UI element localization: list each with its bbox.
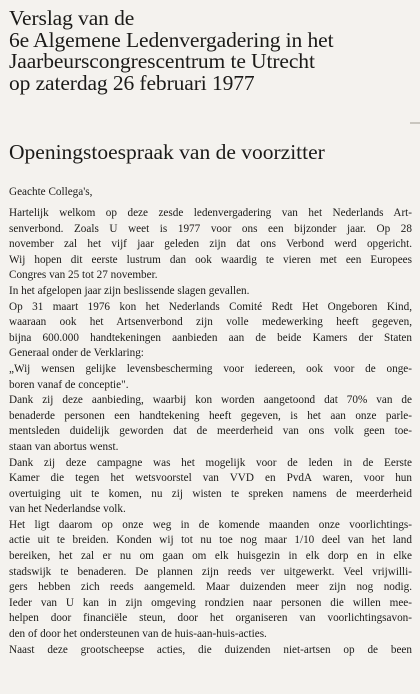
body-text-line: overtuiging uit te komen, nu zij wisten te spreken namens de meerderheid bbox=[9, 487, 412, 500]
body-text-line: Het ligt daarom op onze weg in de komende maanden onze voorlichtings- bbox=[9, 518, 412, 531]
body-text-line: bereiken, het zal er nu om gaan om elk huisgezin in elk dorp en in elke bbox=[9, 550, 412, 563]
body-text-line: november zal het vijf jaar geleden zijn dat ons Verbond werd opgericht. bbox=[9, 238, 412, 251]
body-text-line: Generaal onder de Verklaring: bbox=[9, 347, 144, 360]
body-text-line: Dank zij deze campagne was het mogelijk voor de leden in de Eerste bbox=[9, 456, 412, 469]
section-heading: Openingstoespraak van de voorzitter bbox=[9, 140, 325, 164]
salutation: Geachte Collega's, bbox=[9, 186, 93, 198]
body-text-line: actie uit te breiden. Konden wij tot nu toe nog maar 1/10 deel van het land bbox=[9, 534, 412, 547]
body-text-line: Ieder van U kan in zijn omgeving rondzien naar personen die willen mee- bbox=[9, 596, 412, 609]
body-text-line: waaraan ook het Artsenverbond zijn volle medewerking heeft gegeven, bbox=[9, 316, 412, 329]
body-text-line: benaderde personen een handtekening heeft gegeven, is het aan onze parle- bbox=[9, 409, 412, 422]
body-text-line: Op 31 maart 1976 kon het Nederlands Comité Redt Het Ongeboren Kind, bbox=[9, 300, 412, 313]
body-text-line: mentsleden duidelijk geworden dat de meerderheid van ons volk geen toe- bbox=[9, 425, 412, 438]
body-text-line: In het afgelopen jaar zijn beslissende slagen gevallen. bbox=[9, 284, 250, 297]
body-text-line: Hartelijk welkom op deze zesde ledenvergadering van het Nederlands Art- bbox=[9, 207, 412, 219]
body-text-line: gers hebben zich reeds aangemeld. Maar duizenden meer zijn nog nodig. bbox=[9, 581, 412, 594]
speech-body bbox=[9, 206, 412, 658]
body-text-line: „Wij wensen gelijke levensbescherming voor iedereen, ook voor de onge- bbox=[9, 362, 412, 375]
scan-margin-mark bbox=[410, 122, 420, 124]
report-title bbox=[9, 8, 412, 94]
body-text-line: Dank zij deze aanbieding, waarbij kon worden aangetoond dat 70% van de bbox=[9, 394, 412, 407]
body-text-line: staan van abortus wenst. bbox=[9, 440, 119, 453]
body-text-line: boren vanaf de conceptie". bbox=[9, 378, 129, 391]
body-text-line: van het Nederlandse volk. bbox=[9, 503, 126, 516]
body-text-line: helpen door financiële steun, door het organiseren van voorlichtingsavon- bbox=[9, 612, 412, 625]
body-text-line: Wij hopen dit eerste lustrum dan ook waardig te vieren met een Europees bbox=[9, 253, 412, 266]
body-text-line: senverbond. Zoals U weet is 1977 voor ons een bijzonder jaar. Op 28 bbox=[9, 222, 412, 235]
body-text-line: Naast deze grootscheepse acties, die duizenden niet-artsen op de been bbox=[9, 643, 412, 656]
body-text-line: bijna 600.000 handtekeningen aanbieden aan de beide Kamers der Staten bbox=[9, 331, 412, 344]
report-title-line: op zaterdag 26 februari 1977 bbox=[9, 70, 255, 95]
body-text-line: stadswijk te benaderen. De plannen zijn reeds ver uitgewerkt. Veel vrijwilli- bbox=[9, 565, 412, 578]
report-title-line: Verslag van de bbox=[9, 6, 135, 30]
report-title-line: 6e Algemene Ledenvergadering in het bbox=[9, 27, 334, 52]
body-text-line: Kamer die tegen het wetsvoorstel van VVD en PvdA waren, voor hun bbox=[9, 472, 412, 485]
report-title-line: Jaarbeurscongrescentrum te Utrecht bbox=[9, 49, 315, 73]
body-text-line: Congres van 25 tot 27 november. bbox=[9, 269, 158, 282]
body-text-line: den of door het ondersteunen van de huis-aan-huis-acties. bbox=[9, 628, 267, 641]
